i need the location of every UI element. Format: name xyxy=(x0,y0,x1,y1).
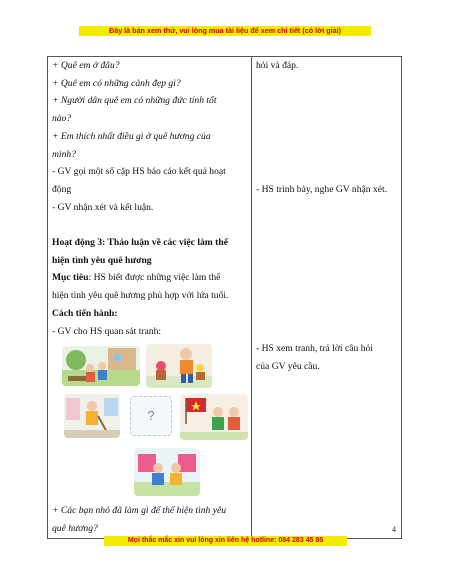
question-hometown: + Quê em ở đâu? xyxy=(52,60,120,71)
question-people-line2: nào? xyxy=(52,113,72,125)
question-mark-icon: ? xyxy=(147,408,155,424)
illustration-flag xyxy=(180,394,248,440)
spacer xyxy=(52,216,248,234)
student-view-line1: - HS xem tranh, trả lời câu hỏi xyxy=(256,343,373,354)
illustration-sweeping xyxy=(64,394,120,438)
student-present: - HS trình bày, nghe GV nhận xét. xyxy=(256,184,388,195)
goal-line1 xyxy=(52,269,248,287)
illustration-watering xyxy=(62,346,140,386)
teacher-show-pictures: - GV cho HS quan sát tranh: xyxy=(52,325,162,337)
question-children-line1: + Các bạn nhỏ đã làm gì để thể hiện tình yêu xyxy=(52,505,227,517)
question-children-line2: quê hương? xyxy=(52,522,98,534)
teacher-conclusion: - GV nhận xét và kết luận. xyxy=(52,201,154,213)
student-activity-column xyxy=(252,57,402,539)
student-view-line2: của GV yêu cầu. xyxy=(256,361,320,372)
illustration-flower-pots xyxy=(146,344,212,388)
lesson-table xyxy=(47,56,402,539)
activity-title-line1: Hoạt động 3: Thảo luận về các việc làm thể xyxy=(52,237,228,249)
question-people-line1: + Người dân quê em có những đức tính tốt xyxy=(52,95,217,107)
question-favorite-line1: + Em thích nhất điều gì ở quê hương của xyxy=(52,130,211,142)
page-number: 4 xyxy=(392,525,396,534)
preview-banner: Đây là bản xem thử, vui lòng mua tài liệu để xem chi tiết (có lời giải) xyxy=(79,26,371,36)
method-label: Cách tiến hành: xyxy=(52,307,118,319)
hotline-banner: Mọi thắc mắc xin vui lòng xin liên hệ hotline: 084 283 45 85 xyxy=(104,536,347,546)
teacher-call-line2: động xyxy=(52,183,72,195)
teacher-call-line1: - GV gọi một số cặp HS báo cáo kết quả hoạt xyxy=(52,166,226,178)
activity-title-line2: hiện tình yêu quê hương xyxy=(52,254,152,266)
illustration-unknown xyxy=(130,396,172,436)
goal-text: : HS biết được những việc làm thể xyxy=(88,272,221,284)
student-answer: hỏi và đáp. xyxy=(256,60,299,71)
question-favorite-line2: mình? xyxy=(52,148,76,160)
illustration-grid xyxy=(52,344,248,500)
illustration-children-playing xyxy=(134,448,200,496)
question-scenery: + Quê em có những cảnh đẹp gì? xyxy=(52,77,181,89)
teacher-activity-column xyxy=(48,57,252,539)
goal-line2: hiện tình yêu quê hương phù hợp với lứa tuổi. xyxy=(52,290,229,302)
goal-label: Mục tiêu xyxy=(52,272,89,284)
